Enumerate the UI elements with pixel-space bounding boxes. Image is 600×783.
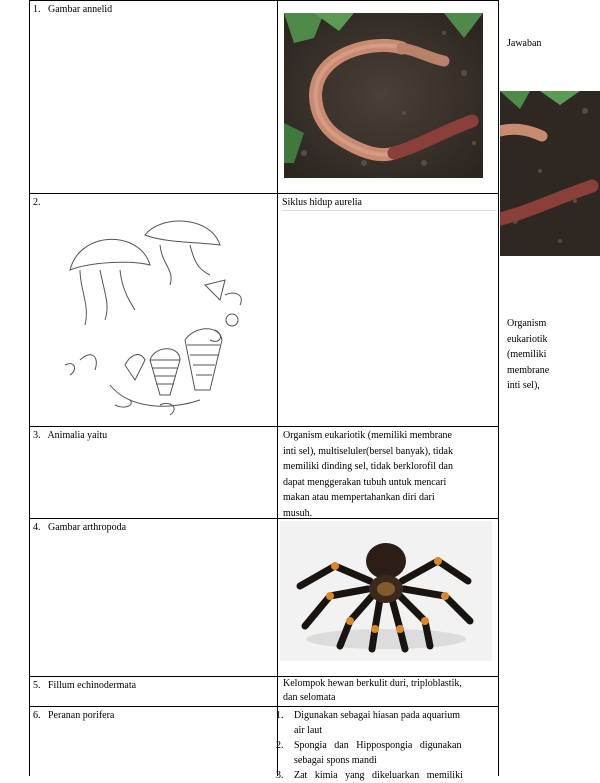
aurelia-lifecycle-drawing [50,210,260,420]
row-3-label [33,428,107,444]
text-line: memiliki dinding sel, tidak berklorofil dan [283,461,453,472]
row-title: Fillum echinodermata [48,680,137,691]
text-line: musuh. [283,507,313,519]
list-item [276,708,494,738]
row-5-description [283,677,495,705]
table-border-right [498,0,499,776]
item-number: 2. [276,740,284,751]
row-divider-2 [29,426,499,427]
text-line: Spongia dan Hippospongia digunakan [294,740,462,751]
text-line: dan selomata [283,692,336,703]
row-2-caption: Siklus hidup aurelia [282,197,362,208]
text-line: air laut [294,725,323,736]
row-number: 5. [33,680,41,691]
text-line: membrane [507,364,550,376]
text-line: sebagai spons mandi [294,755,377,766]
answer-label: Jawaban [507,38,542,49]
row-1-label [33,2,112,18]
row-title: Gambar arthropoda [48,522,127,533]
row-number: 3. [33,430,41,441]
list-item [276,738,494,768]
text-line: Organism eukariotik (memiliki membrane [283,430,452,441]
text-line: makan atau mempertahankan diri dari [283,492,435,503]
row-title: Gambar annelid [48,4,113,15]
text-line: eukariotik [507,333,548,345]
text-line: Zat kimia yang dikeluarkan memiliki [294,770,463,781]
row-number: 1. [33,4,41,15]
text-line: inti sel), [507,380,540,391]
table-border-middle [277,0,278,776]
table-border-top [29,0,499,1]
row-title: Peranan porifera [48,710,115,721]
earthworm-photo [284,13,483,178]
text-line: inti sel), multiseluler(bersel banyak), tidak [283,445,453,457]
text-line: dapat menggerakan tubuh untuk mencari [283,476,447,488]
table-border-left [29,0,30,776]
earthworm-photo-crop [500,91,600,256]
text-line: Kelompok hewan berkulit duri, triploblastik, [283,678,462,689]
row-3-description [283,428,495,521]
item-number: 1. [276,710,284,721]
row-number: 2. [33,197,41,208]
answer-text [507,316,549,394]
row-title: Animalia yaitu [47,430,108,441]
text-line: (memiliki [507,349,547,360]
text-line: Organism [507,318,547,329]
porifera-role-list [276,708,494,783]
row-2-label [33,195,41,211]
row-number: 6. [33,710,41,721]
row-6-label [33,708,114,724]
row-divider-5 [29,706,499,707]
row-4-label [33,520,126,536]
text-line: Digunakan sebagai hiasan pada aquarium [294,710,461,721]
tarantula-photo [280,521,492,661]
caption-underline [282,210,496,211]
row-number: 4. [33,522,41,533]
row-5-label [33,678,136,694]
item-number: 3. [276,770,284,781]
row-divider-1 [29,193,499,194]
